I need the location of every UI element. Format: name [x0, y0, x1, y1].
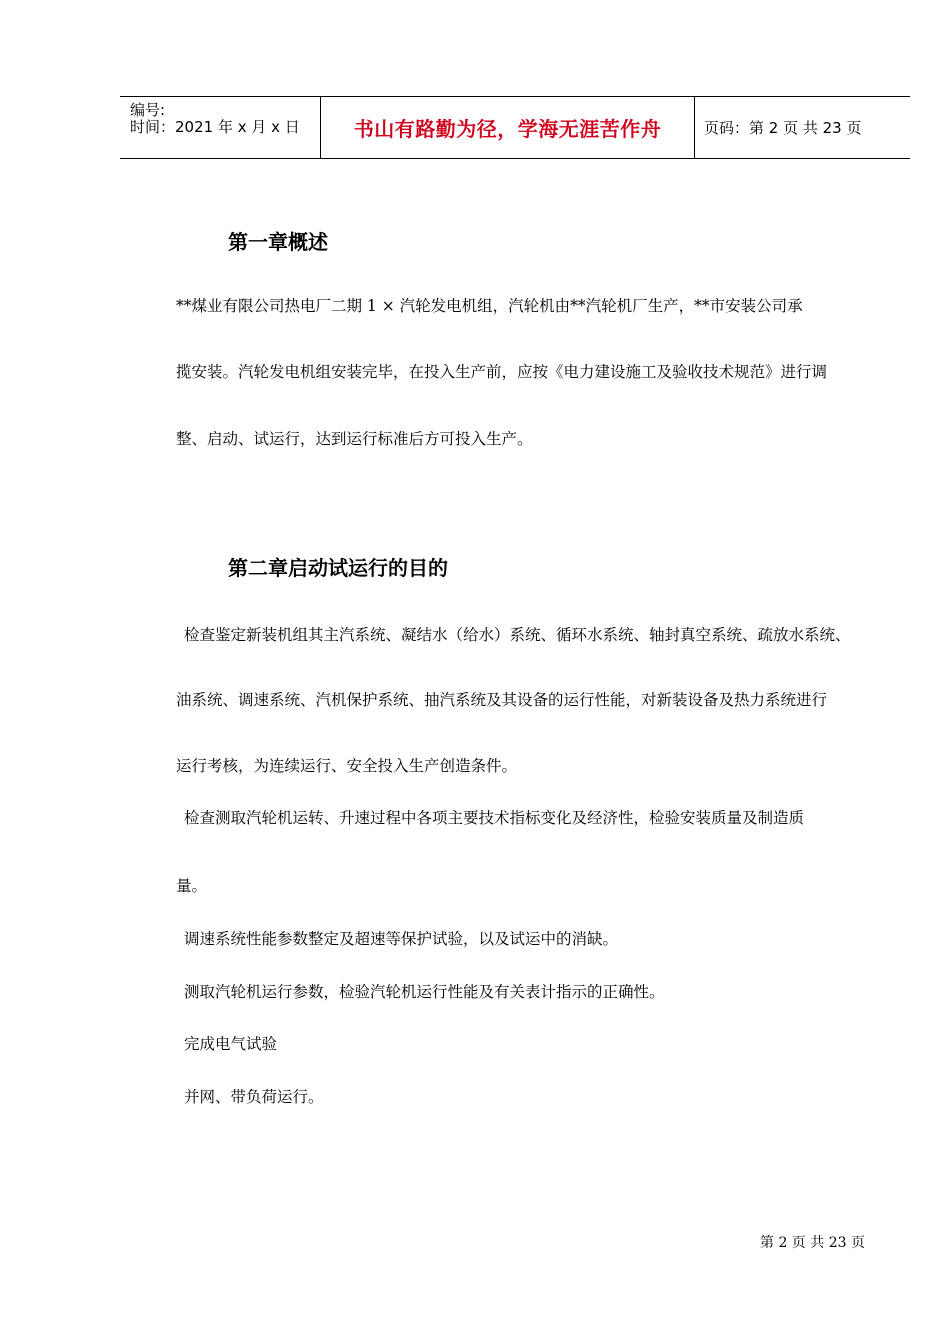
chapter-two-line: 运行考核，为连续运行、安全投入生产创造条件。: [176, 757, 518, 775]
chapter-two-line: 调速系统性能参数整定及超速等保护试验，以及试运中的消缺。: [184, 930, 619, 948]
chapter-two-title: 第二章启动试运行的目的: [228, 556, 448, 580]
header-page-code: 页码：第 2 页 共 23 页: [704, 119, 862, 137]
document-time: 时间：2021 年 x 月 x 日: [130, 118, 300, 136]
chapter-two-line: 检查测取汽轮机运转、升速过程中各项主要技术指标变化及经济性，检验安装质量及制造质: [184, 809, 805, 827]
chapter-one-title: 第一章概述: [228, 230, 328, 254]
page-header-table: [120, 96, 910, 159]
header-motto-cell: [320, 97, 695, 158]
chapter-two-line: 完成电气试验: [184, 1035, 278, 1053]
header-page-cell: [694, 97, 910, 158]
chapter-two-line: 并网、带负荷运行。: [184, 1088, 324, 1106]
chapter-one-line: 整、启动、试运行，达到运行标准后方可投入生产。: [176, 430, 533, 448]
chapter-one-line: 揽安装。汽轮发电机组安装完毕，在投入生产前，应按《电力建设施工及验收技术规范》进行调: [176, 363, 828, 381]
header-meta-cell: [120, 97, 320, 158]
chapter-two-line: 油系统、调速系统、汽机保护系统、抽汽系统及其设备的运行性能，对新装设备及热力系统进行: [176, 691, 828, 709]
chapter-two-line: 量。: [176, 877, 208, 895]
document-number-label: 编号:: [130, 101, 166, 119]
chapter-two-line: 检查鉴定新装机组其主汽系统、凝结水（给水）系统、循环水系统、轴封真空系统、疏放水系统、: [184, 626, 851, 644]
header-motto: 书山有路勤为径，学海无涯苦作舟: [353, 117, 662, 141]
page-footer: 第 2 页 共 23 页: [760, 1235, 865, 1251]
chapter-two-line: 测取汽轮机运行参数，检验汽轮机运行性能及有关表计指示的正确性。: [184, 983, 665, 1001]
chapter-one-line: **煤业有限公司热电厂二期 1 × 汽轮发电机组，汽轮机由**汽轮机厂生产，**市安装公司承: [176, 297, 803, 315]
